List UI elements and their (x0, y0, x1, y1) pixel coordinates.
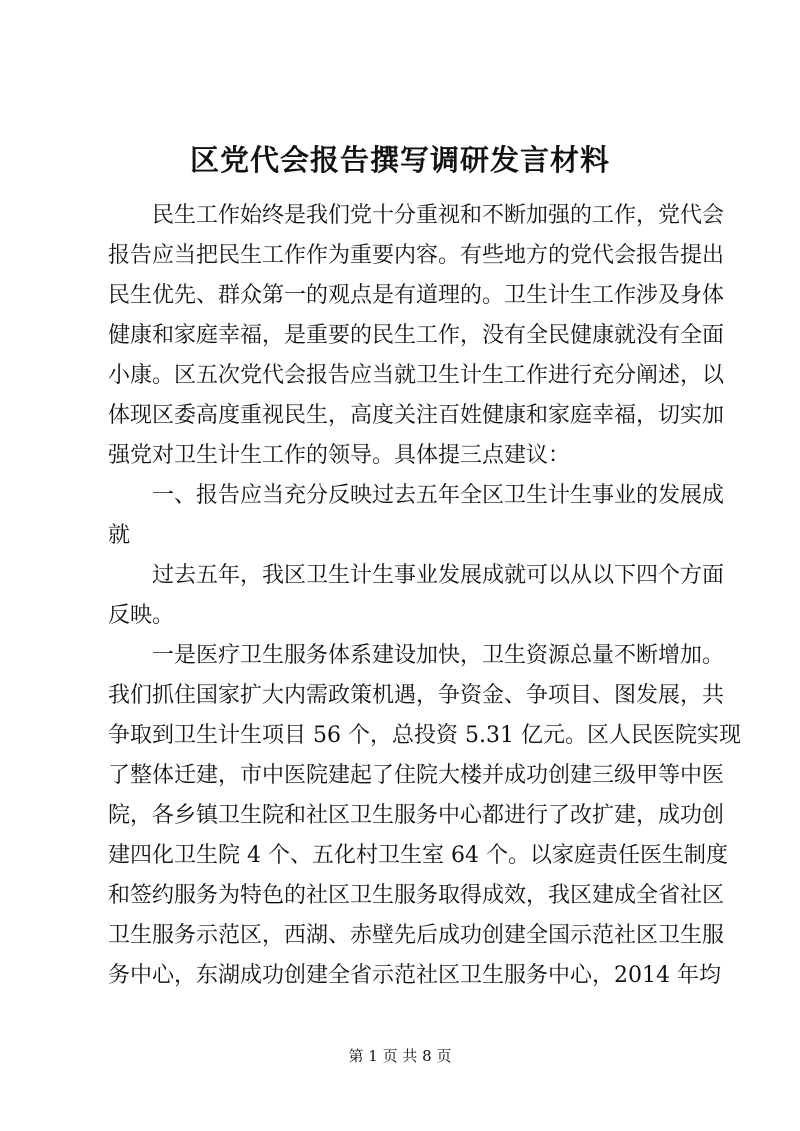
page-title: 区党代会报告撰写调研发言材料 (189, 143, 610, 177)
body-line: 和签约服务为特色的社区卫生服务取得成效，我区建成全省社区 (108, 883, 725, 908)
body-line: 院，各乡镇卫生院和社区卫生服务中心都进行了改扩建，成功创 (108, 803, 725, 828)
body-line: 争取到卫生计生项目 56 个，总投资 5.31 亿元。区人民医院实现 (108, 723, 741, 748)
section-heading-line: 就 (108, 523, 131, 548)
body-line: 小康。区五次党代会报告应当就卫生计生工作进行充分阐述，以 (108, 363, 725, 388)
body-line: 反映。 (108, 603, 175, 628)
body-line: 民生工作始终是我们党十分重视和不断加强的工作，党代会 (108, 203, 725, 228)
body-line: 了整体迁建，市中医院建起了住院大楼并成功创建三级甲等中医 (108, 763, 725, 788)
body-line: 我们抓住国家扩大内需政策机遇，争资金、争项目、图发展，共 (108, 683, 725, 708)
body-line: 健康和家庭幸福，是重要的民生工作，没有全民健康就没有全面 (108, 323, 725, 348)
section-heading-line: 一、报告应当充分反映过去五年全区卫生计生事业的发展成 (108, 483, 725, 508)
body-line: 建四化卫生院 4 个、五化村卫生室 64 个。以家庭责任医生制度 (108, 843, 728, 868)
body-line: 过去五年，我区卫生计生事业发展成就可以从以下四个方面 (108, 563, 725, 588)
body-line: 一是医疗卫生服务体系建设加快，卫生资源总量不断增加。 (108, 643, 725, 668)
body-line: 卫生服务示范区，西湖、赤壁先后成功创建全国示范社区卫生服 (108, 923, 725, 948)
body-line: 务中心，东湖成功创建全省示范社区卫生服务中心，2014 年均 (108, 963, 721, 988)
body-line: 民生优先、群众第一的观点是有道理的。卫生计生工作涉及身体 (108, 283, 725, 308)
body-line: 报告应当把民生工作作为重要内容。有些地方的党代会报告提出 (108, 243, 725, 268)
body-line: 强党对卫生计生工作的领导。具体提三点建议： (108, 443, 571, 468)
page-footer: 第 1 页 共 8 页 (348, 1047, 452, 1065)
body-line: 体现区委高度重视民生，高度关注百姓健康和家庭幸福，切实加 (108, 403, 725, 428)
